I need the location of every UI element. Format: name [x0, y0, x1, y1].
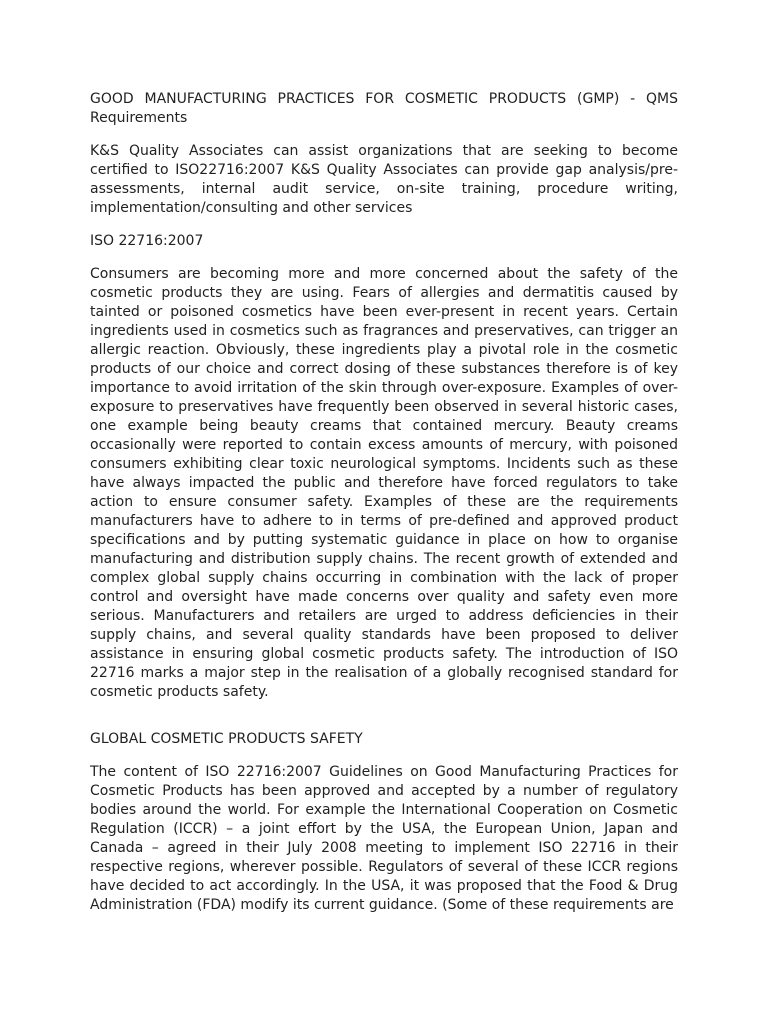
section-heading-global-safety: GLOBAL COSMETIC PRODUCTS SAFETY	[90, 731, 363, 747]
section-body-global-safety: The content of ISO 22716:2007 Guidelines on Good Manufacturing Practices for Cosmetic Products has been approved and accepted by a number of regulatory bodies around the world. For example the International Cooperation on Cosmetic Regulation (ICCR) – a joint effort by the USA, the European Union, Japan and Canada – agreed in their July 2008 meeting to implement ISO 22716 in their respective regions, wherever possible. Regulators of several of these ICCR regions have decided to act accordingly. In the USA, it was proposed that the Food & Drug Administration (FDA) modify its current guidance. (Some of these requirements are	[90, 764, 678, 913]
document-title: GOOD MANUFACTURING PRACTICES FOR COSMETIC PRODUCTS (GMP) - QMS Requirements	[90, 91, 678, 126]
section-body-iso: Consumers are becoming more and more concerned about the safety of the cosmetic products they are using. Fears of allergies and dermatitis caused by tainted or poisoned cosmetics have been ever-present in recent years. Certain ingredients used in cosmetics such as fragrances and preservatives, can trigger an allergic reaction. Obviously, these ingredients play a pivotal role in the cosmetic products of our choice and correct dosing of these substances therefore is of key importance to avoid irritation of the skin through over-exposure. Examples of over-exposure to preservatives have frequently been observed in several historic cases, one example being beauty creams that contained mercury. Beauty creams occasionally were reported to contain excess amounts of mercury, with poisoned consumers exhibiting clear toxic neurological symptoms. Incidents such as these have always impacted the public and therefore have forced regulators to take action to ensure consumer safety. Examples of these are the requirements manufacturers have to adhere to in terms of pre-defined and approved product specifications and by putting systematic guidance in place on how to organise manufacturing and distribution supply chains. The recent growth of extended and complex global supply chains occurring in combination with the lack of proper control and oversight have made concerns over quality and safety even more serious. Manufacturers and retailers are urged to address deficiencies in their supply chains, and several quality standards have been proposed to deliver assistance in ensuring global cosmetic products safety. The introduction of ISO 22716 marks a major step in the realisation of a globally recognised standard for cosmetic products safety.	[90, 266, 678, 700]
document-page	[90, 90, 678, 929]
section-heading-iso: ISO 22716:2007	[90, 233, 204, 249]
intro-paragraph: K&S Quality Associates can assist organizations that are seeking to become certified to ISO22716:2007 K&S Quality Associates can provide gap analysis/pre-assessments, internal audit service, on-site training, procedure writing, implementation/consulting and other services	[90, 143, 678, 216]
